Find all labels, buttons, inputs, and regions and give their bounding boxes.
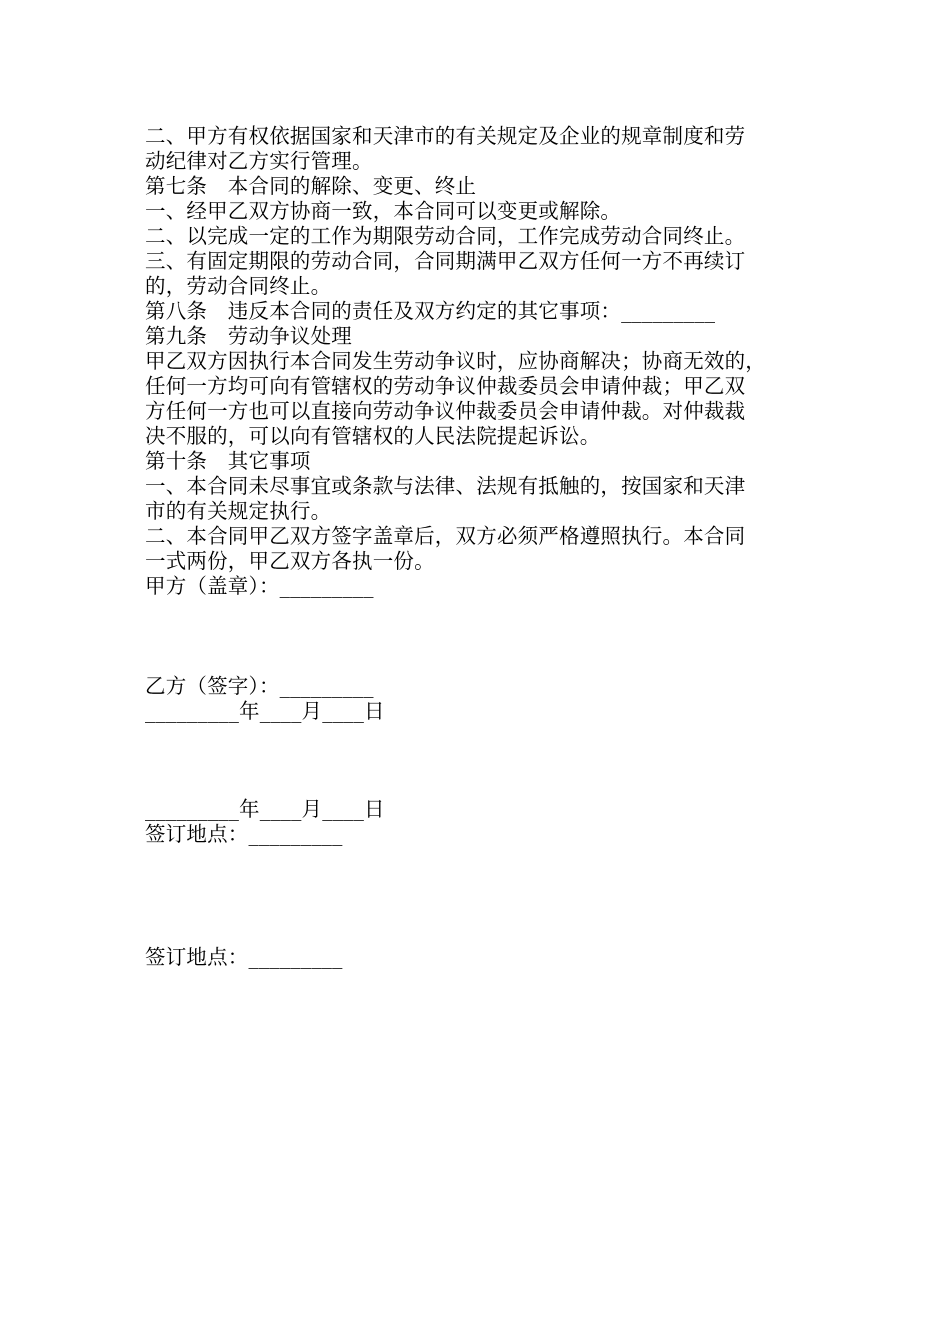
text-line: 的，劳动合同终止。	[145, 274, 332, 298]
date-line: _________年____月____日	[145, 699, 385, 723]
party-a-seal-line: 甲方（盖章）：_________	[145, 574, 374, 598]
text-line: 市的有关规定执行。	[145, 499, 332, 523]
text-line: 二、甲方有权依据国家和天津市的有关规定及企业的规章制度和劳	[145, 124, 746, 148]
text-line: 方任何一方也可以直接向劳动争议仲裁委员会申请仲裁。对仲裁裁	[145, 399, 746, 423]
signing-place-line: 签订地点：_________	[145, 822, 343, 846]
text-line: 一、本合同未尽事宜或条款与法律、法规有抵触的，按国家和天津	[145, 474, 746, 498]
signing-place-line: 签订地点：_________	[145, 945, 343, 969]
text-line: 二、本合同甲乙双方签字盖章后，双方必须严格遵照执行。本合同	[145, 524, 746, 548]
date-line: _________年____月____日	[145, 797, 385, 821]
text-line: 动纪律对乙方实行管理。	[145, 149, 373, 173]
text-line: 决不服的，可以向有管辖权的人民法院提起诉讼。	[145, 424, 601, 448]
text-line: 二、以完成一定的工作为期限劳动合同，工作完成劳动合同终止。	[145, 224, 746, 248]
text-line: 任何一方均可向有管辖权的劳动争议仲裁委员会申请仲裁；甲乙双	[145, 374, 746, 398]
article-8-heading: 第八条 违反本合同的责任及双方约定的其它事项：_________	[145, 299, 716, 323]
party-b-signature-line: 乙方（签字）：_________	[145, 674, 374, 698]
article-7-heading: 第七条 本合同的解除、变更、终止	[145, 174, 477, 198]
text-line: 一、经甲乙双方协商一致，本合同可以变更或解除。	[145, 199, 622, 223]
article-9-heading: 第九条 劳动争议处理	[145, 324, 352, 348]
text-line: 甲乙双方因执行本合同发生劳动争议时，应协商解决；协商无效的，	[145, 349, 766, 373]
text-line: 一式两份，甲乙双方各执一份。	[145, 549, 435, 573]
article-10-heading: 第十条 其它事项	[145, 449, 311, 473]
text-line: 三、有固定期限的劳动合同，合同期满甲乙双方任何一方不再续订	[145, 249, 746, 273]
